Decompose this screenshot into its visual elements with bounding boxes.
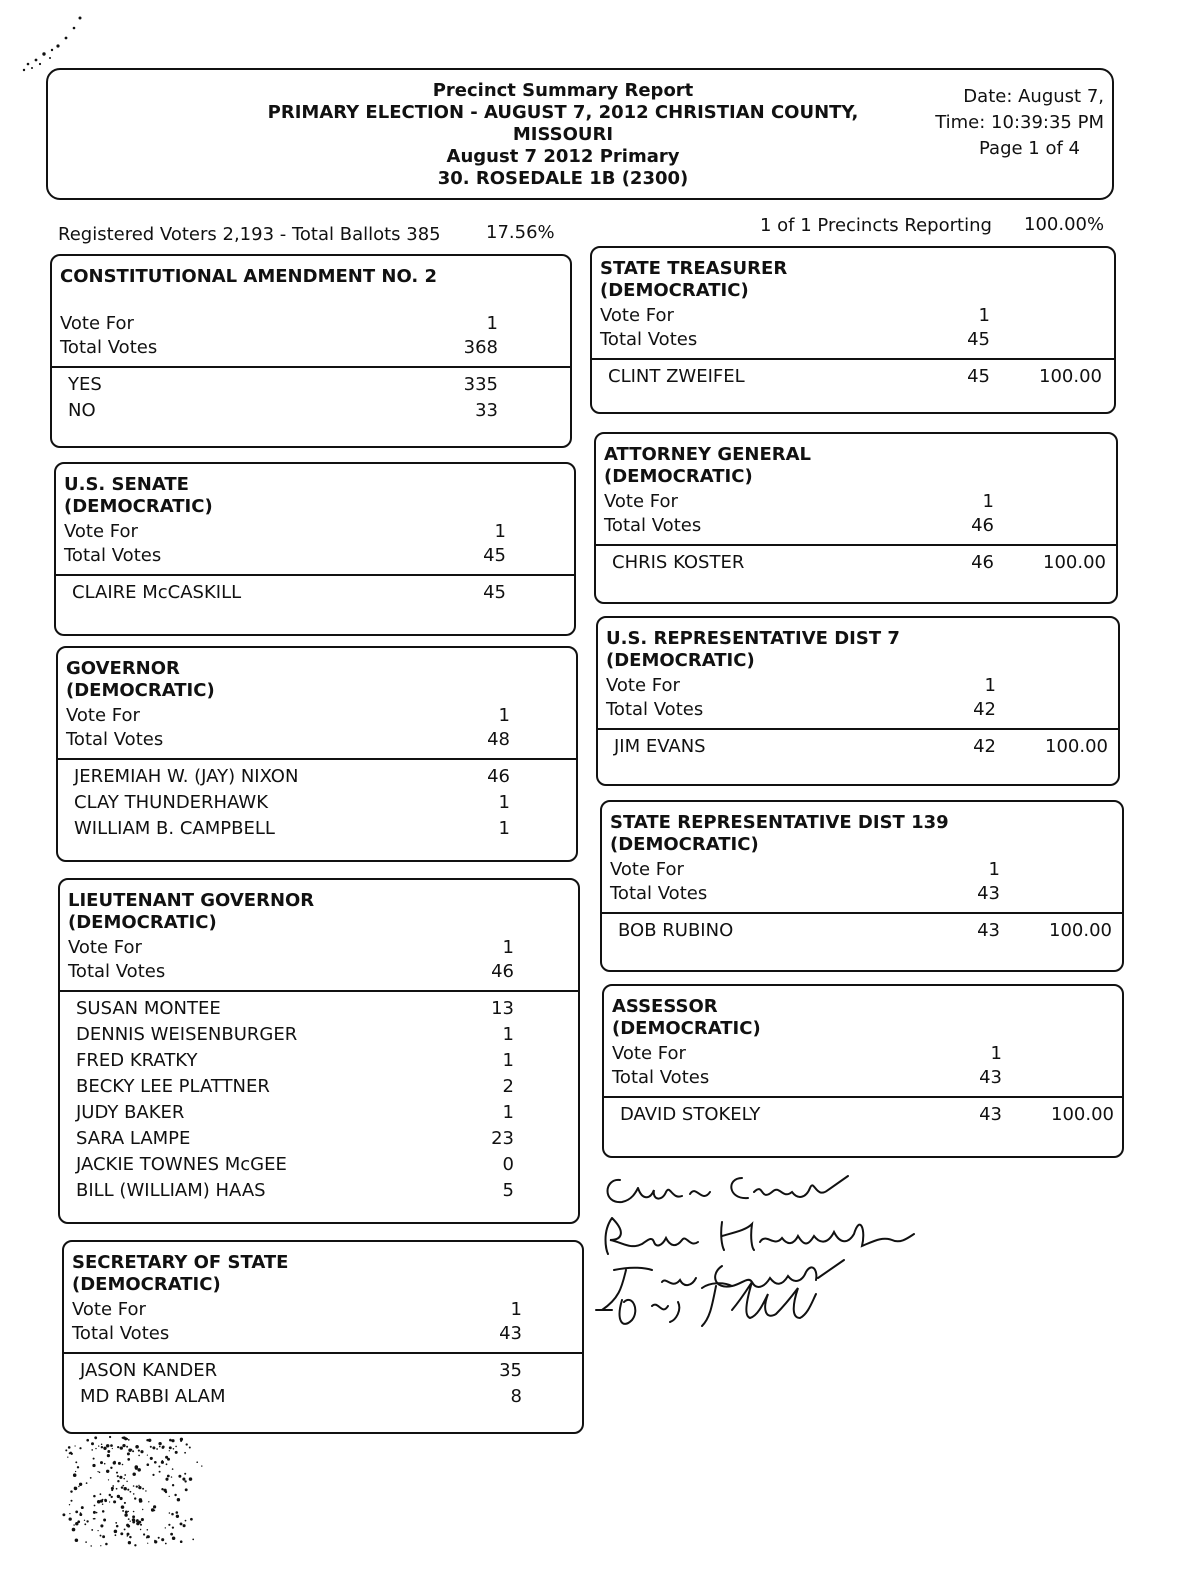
race-meta	[60, 936, 578, 988]
total-votes-label: Total Votes	[72, 1323, 170, 1344]
race-box-governor	[56, 646, 578, 862]
candidate-list	[592, 360, 1114, 390]
candidate-row	[60, 1022, 578, 1048]
race-meta	[58, 704, 576, 756]
candidate-percent: 100.00	[1045, 736, 1108, 757]
total-votes-row	[60, 960, 578, 984]
candidate-percent	[554, 1178, 580, 1204]
candidate-percent	[554, 1152, 580, 1178]
total-votes-row	[592, 328, 1114, 352]
vote-for-label: Vote For	[606, 675, 680, 696]
election-name-line2: MISSOURI	[512, 124, 614, 145]
candidate-row	[604, 1102, 1122, 1128]
scan-speckle-top	[14, 10, 94, 80]
registered-voters: Registered Voters 2,193 - Total Ballots 385	[58, 224, 441, 245]
signature-block	[592, 1170, 952, 1360]
race-title: STATE TREASURER (DEMOCRATIC)	[600, 258, 788, 301]
total-votes-value: 43	[977, 883, 1000, 904]
election-name-line1: PRIMARY ELECTION - AUGUST 7, 2012 CHRISTIAN COUNTY,	[267, 102, 859, 123]
candidate-votes: 45	[483, 582, 506, 603]
report-header	[46, 68, 1114, 200]
race-box-u-s-representative-dist-7	[596, 616, 1120, 786]
candidate-percent	[554, 1074, 580, 1100]
candidate-list	[64, 1354, 582, 1410]
race-title: SECRETARY OF STATE (DEMOCRATIC)	[72, 1252, 289, 1295]
race-title: U.S. REPRESENTATIVE DIST 7 (DEMOCRATIC)	[606, 628, 900, 671]
race-title: U.S. SENATE (DEMOCRATIC)	[64, 474, 213, 517]
total-votes-label: Total Votes	[60, 337, 158, 358]
total-votes-row	[596, 514, 1116, 538]
race-title: GOVERNOR (DEMOCRATIC)	[66, 658, 215, 701]
candidate-name: CHRIS KOSTER	[612, 552, 745, 573]
total-votes-label: Total Votes	[612, 1067, 710, 1088]
candidate-name: BOB RUBINO	[618, 920, 734, 941]
vote-for-row	[592, 304, 1114, 328]
race-meta	[52, 312, 570, 364]
vote-for-row	[602, 858, 1122, 882]
vote-for-value: 1	[494, 521, 506, 542]
candidate-row	[64, 1358, 582, 1384]
vote-for-row	[56, 520, 574, 544]
race-title: ATTORNEY GENERAL (DEMOCRATIC)	[604, 444, 812, 487]
candidate-votes: 42	[973, 736, 996, 757]
candidate-percent: 100.00	[1043, 552, 1106, 573]
candidate-name: CLINT ZWEIFEL	[608, 366, 745, 387]
total-votes-label: Total Votes	[66, 729, 164, 750]
total-votes-value: 46	[971, 515, 994, 536]
candidate-name: JUDY BAKER	[76, 1102, 185, 1123]
vote-for-value: 1	[510, 1299, 522, 1320]
candidate-percent: 100.00	[1049, 920, 1112, 941]
vote-for-label: Vote For	[64, 521, 138, 542]
candidate-votes: 43	[977, 920, 1000, 941]
report-time: Time: 10:39:35 PM	[935, 112, 1104, 133]
candidate-name: YES	[68, 374, 102, 395]
candidate-percent	[554, 1022, 580, 1048]
vote-for-row	[60, 936, 578, 960]
header-title-block	[238, 80, 888, 190]
candidate-name: NO	[68, 400, 96, 421]
total-votes-label: Total Votes	[606, 699, 704, 720]
candidate-name: CLAY THUNDERHAWK	[74, 792, 269, 813]
total-votes-row	[58, 728, 576, 752]
vote-for-value: 1	[984, 675, 996, 696]
candidate-name: DENNIS WEISENBURGER	[76, 1024, 298, 1045]
precincts-reporting-percent: 100.00%	[1024, 214, 1105, 235]
candidate-name: JEREMIAH W. (JAY) NIXON	[74, 766, 299, 787]
candidate-percent: 100.00	[1051, 1104, 1114, 1125]
race-meta	[602, 858, 1122, 910]
candidate-name: SUSAN MONTEE	[76, 998, 221, 1019]
candidate-name: MD RABBI ALAM	[80, 1386, 226, 1407]
candidate-votes: 1	[502, 1024, 514, 1045]
candidate-votes: 46	[971, 552, 994, 573]
candidate-list	[604, 1098, 1122, 1128]
candidate-row	[596, 550, 1116, 576]
total-votes-value: 43	[499, 1323, 522, 1344]
candidate-percent: 100.00	[1039, 366, 1102, 387]
precinct-name: 30. ROSEDALE 1B (2300)	[437, 168, 689, 189]
total-votes-value: 45	[967, 329, 990, 350]
total-votes-row	[52, 336, 570, 360]
candidate-percent	[550, 764, 578, 790]
candidate-row	[60, 996, 578, 1022]
election-subtitle: August 7 2012 Primary	[446, 146, 680, 167]
candidate-votes: 335	[463, 374, 498, 395]
candidate-row	[60, 1100, 578, 1126]
candidate-percent	[554, 1126, 580, 1152]
candidate-row	[60, 1126, 578, 1152]
candidate-votes: 1	[498, 792, 510, 813]
candidate-votes: 2	[502, 1076, 514, 1097]
candidate-votes: 33	[475, 400, 498, 421]
vote-for-value: 1	[502, 937, 514, 958]
vote-for-label: Vote For	[66, 705, 140, 726]
candidate-percent	[554, 996, 580, 1022]
candidate-name: JIM EVANS	[614, 736, 706, 757]
race-box-u-s-senate	[54, 462, 576, 636]
header-meta	[904, 84, 1104, 162]
candidate-list	[60, 992, 578, 1204]
vote-for-row	[604, 1042, 1122, 1066]
candidate-name: BECKY LEE PLATTNER	[76, 1076, 270, 1097]
candidate-row	[60, 1152, 578, 1178]
total-votes-label: Total Votes	[600, 329, 698, 350]
vote-for-value: 1	[978, 305, 990, 326]
race-box-lieutenant-governor	[58, 878, 580, 1224]
candidate-row	[56, 580, 574, 606]
candidate-name: FRED KRATKY	[76, 1050, 198, 1071]
total-votes-value: 46	[491, 961, 514, 982]
candidate-row	[602, 918, 1122, 944]
race-box-assessor	[602, 984, 1124, 1158]
candidate-percent	[546, 580, 576, 606]
candidate-row	[598, 734, 1118, 760]
candidate-name: JASON KANDER	[80, 1360, 218, 1381]
race-box-state-treasurer	[590, 246, 1116, 414]
total-votes-row	[604, 1066, 1122, 1090]
turnout-percent: 17.56%	[486, 222, 555, 243]
race-box-secretary-of-state	[62, 1240, 584, 1434]
candidate-name: SARA LAMPE	[76, 1128, 191, 1149]
candidate-votes: 5	[502, 1180, 514, 1201]
vote-for-value: 1	[498, 705, 510, 726]
total-votes-value: 48	[487, 729, 510, 750]
race-box-attorney-general	[594, 432, 1118, 604]
candidate-row	[58, 816, 576, 842]
candidate-row	[52, 398, 570, 424]
vote-for-label: Vote For	[60, 313, 134, 334]
candidate-percent	[554, 1100, 580, 1126]
vote-for-row	[598, 674, 1118, 698]
candidate-votes: 46	[487, 766, 510, 787]
scan-speckle-bottom	[60, 1432, 260, 1572]
candidate-percent	[550, 816, 578, 842]
candidate-votes: 45	[967, 366, 990, 387]
candidate-name: JACKIE TOWNES McGEE	[76, 1154, 287, 1175]
total-votes-value: 368	[463, 337, 498, 358]
vote-for-row	[596, 490, 1116, 514]
vote-for-label: Vote For	[604, 491, 678, 512]
candidate-percent	[550, 790, 578, 816]
total-votes-row	[64, 1322, 582, 1346]
candidate-row	[64, 1384, 582, 1410]
total-votes-row	[56, 544, 574, 568]
total-votes-label: Total Votes	[68, 961, 166, 982]
precincts-reporting: 1 of 1 Precincts Reporting	[760, 215, 992, 236]
race-meta	[64, 1298, 582, 1350]
vote-for-row	[58, 704, 576, 728]
candidate-name: BILL (WILLIAM) HAAS	[76, 1180, 266, 1201]
total-votes-label: Total Votes	[64, 545, 162, 566]
vote-for-value: 1	[486, 313, 498, 334]
candidate-percent	[538, 372, 572, 398]
vote-for-row	[64, 1298, 582, 1322]
vote-for-label: Vote For	[612, 1043, 686, 1064]
race-meta	[598, 674, 1118, 726]
vote-for-row	[52, 312, 570, 336]
race-box-state-representative-dist-139	[600, 800, 1124, 972]
candidate-name: CLAIRE McCASKILL	[72, 582, 242, 603]
vote-for-label: Vote For	[72, 1299, 146, 1320]
candidate-list	[598, 730, 1118, 760]
candidate-name: DAVID STOKELY	[620, 1104, 761, 1125]
candidate-votes: 35	[499, 1360, 522, 1381]
candidate-row	[60, 1074, 578, 1100]
candidate-list	[52, 368, 570, 424]
candidate-votes: 8	[510, 1386, 522, 1407]
candidate-votes: 1	[502, 1102, 514, 1123]
candidate-list	[56, 576, 574, 606]
candidate-row	[592, 364, 1114, 390]
report-date: Date: August 7,	[963, 86, 1104, 107]
candidate-row	[60, 1178, 578, 1204]
race-title: ASSESSOR (DEMOCRATIC)	[612, 996, 761, 1039]
race-meta	[604, 1042, 1122, 1094]
total-votes-row	[598, 698, 1118, 722]
candidate-votes: 23	[491, 1128, 514, 1149]
candidate-row	[58, 764, 576, 790]
report-title: Precinct Summary Report	[432, 80, 694, 101]
candidate-row	[60, 1048, 578, 1074]
vote-for-label: Vote For	[610, 859, 684, 880]
total-votes-value: 42	[973, 699, 996, 720]
total-votes-label: Total Votes	[610, 883, 708, 904]
vote-for-label: Vote For	[600, 305, 674, 326]
race-title: LIEUTENANT GOVERNOR (DEMOCRATIC)	[68, 890, 315, 933]
candidate-list	[596, 546, 1116, 576]
total-votes-value: 43	[979, 1067, 1002, 1088]
total-votes-row	[602, 882, 1122, 906]
vote-for-value: 1	[982, 491, 994, 512]
candidate-row	[58, 790, 576, 816]
page-number: Page 1 of 4	[979, 138, 1080, 159]
vote-for-value: 1	[990, 1043, 1002, 1064]
candidate-votes: 0	[502, 1154, 514, 1175]
race-box-constitutional-amendment-no-2	[50, 254, 572, 448]
candidate-votes: 1	[502, 1050, 514, 1071]
candidate-percent	[554, 1048, 580, 1074]
race-meta	[596, 490, 1116, 542]
vote-for-value: 1	[988, 859, 1000, 880]
race-meta	[592, 304, 1114, 356]
race-title: STATE REPRESENTATIVE DIST 139 (DEMOCRATIC)	[610, 812, 949, 855]
candidate-votes: 43	[979, 1104, 1002, 1125]
race-meta	[56, 520, 574, 572]
candidate-votes: 1	[498, 818, 510, 839]
candidate-row	[52, 372, 570, 398]
vote-for-label: Vote For	[68, 937, 142, 958]
candidate-list	[602, 914, 1122, 944]
signatures-image	[592, 1170, 952, 1360]
race-title: CONSTITUTIONAL AMENDMENT NO. 2	[60, 266, 437, 287]
candidate-percent	[562, 1358, 584, 1384]
candidate-list	[58, 760, 576, 842]
total-votes-label: Total Votes	[604, 515, 702, 536]
candidate-percent	[538, 398, 572, 424]
total-votes-value: 45	[483, 545, 506, 566]
candidate-percent	[562, 1384, 584, 1410]
candidate-votes: 13	[491, 998, 514, 1019]
candidate-name: WILLIAM B. CAMPBELL	[74, 818, 275, 839]
